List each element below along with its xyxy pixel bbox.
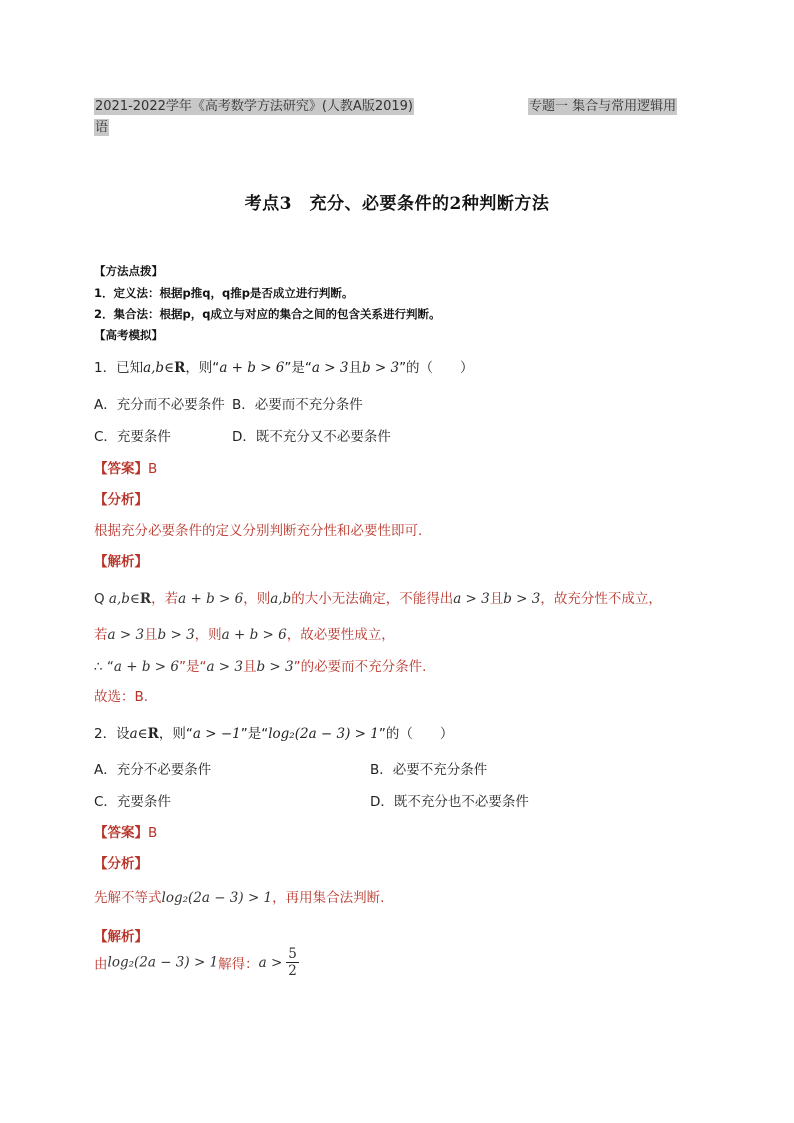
q1-solution-tag: 【解析】 xyxy=(94,554,148,570)
q2-analysis: 先解不等式log₂(2a − 3) > 1，再用集合法判断. xyxy=(94,890,385,906)
q1-stem: 1．已知a,b∈R，则“a + b > 6”是“a > 3且b > 3”的（ ） xyxy=(94,360,474,376)
header-continuation: 语 xyxy=(95,120,109,135)
page-title: 考点3 充分、必要条件的2种判断方法 xyxy=(244,194,550,214)
fraction-five-halves: $\frac{5}{2}$ xyxy=(288,946,297,979)
q1-analysis-tag: 【分析】 xyxy=(94,492,148,508)
method-item-2: 2．集合法：根据p，q成立与对应的集合之间的包含关系进行判断。 xyxy=(94,307,441,321)
header-left: 2021-2022学年《高考数学方法研究》(人教A版2019) xyxy=(95,99,413,114)
q2-analysis-tag: 【分析】 xyxy=(94,856,148,872)
q1-answer: 【答案】B xyxy=(94,461,158,477)
q2-solution-tag: 【解析】 xyxy=(94,929,148,945)
q2-answer: 【答案】B xyxy=(94,825,158,841)
q1-option-d: D．既不充分又不必要条件 xyxy=(232,429,391,445)
simulate-heading: 【高考模拟】 xyxy=(94,328,163,342)
q2-option-d: D．既不充分也不必要条件 xyxy=(370,794,529,810)
q1-conclusion: 故选：B. xyxy=(94,689,149,705)
header-right: 专题一 集合与常用逻辑用 xyxy=(529,99,677,114)
q2-option-b: B．必要不充分条件 xyxy=(370,762,488,778)
q2-solution-line-1: 由log₂(2a − 3) > 1解得：a > $\frac{5}{2}$ xyxy=(94,946,297,979)
q1-solution-line-1: Q a,b∈R，若a + b > 6，则a,b的大小无法确定，不能得出a > 3且b > 3，故充分性不成立， xyxy=(94,591,662,607)
q2-stem: 2．设a∈R，则“a > −1”是“log₂(2a − 3) > 1”的（ ） xyxy=(94,726,454,742)
q1-solution-line-3: ∴ “a + b > 6”是“a > 3且b > 3”的必要而不充分条件. xyxy=(94,659,427,675)
q2-option-a: A．充分不必要条件 xyxy=(94,762,212,778)
q1-option-a: A．充分而不必要条件 xyxy=(94,397,225,413)
method-heading: 【方法点拨】 xyxy=(94,264,163,278)
q1-option-b: B．必要而不充分条件 xyxy=(232,397,363,413)
q1-option-c: C．充要条件 xyxy=(94,429,171,445)
q2-option-c: C．充要条件 xyxy=(94,794,171,810)
q1-solution-line-2: 若a > 3且b > 3，则a + b > 6，故必要性成立， xyxy=(94,627,395,643)
method-item-1: 1．定义法：根据p推q，q推p是否成立进行判断。 xyxy=(94,286,354,300)
q1-analysis: 根据充分必要条件的定义分别判断充分性和必要性即可. xyxy=(94,523,423,539)
